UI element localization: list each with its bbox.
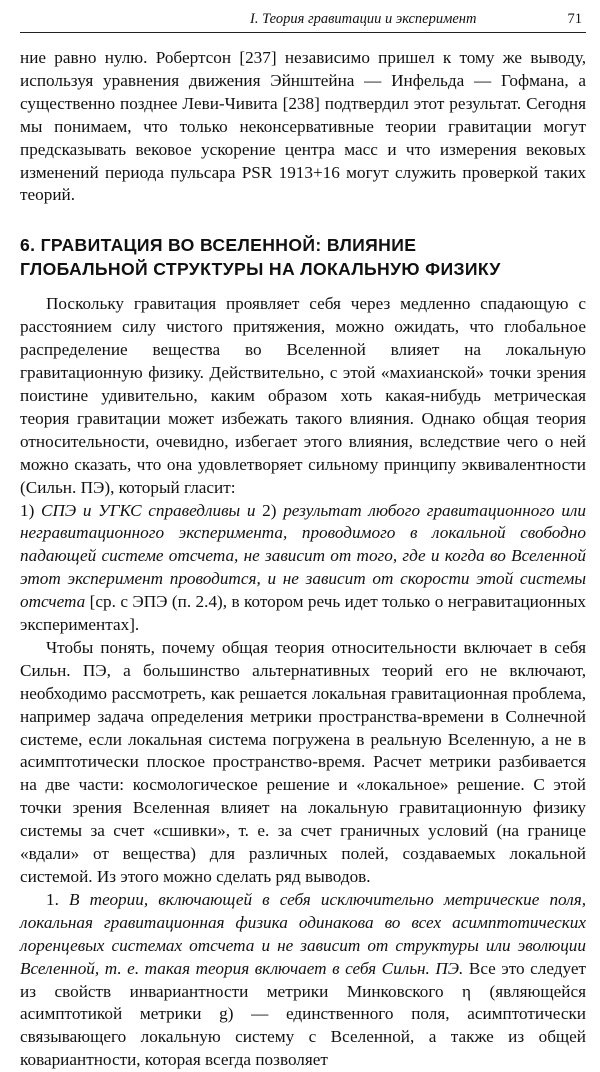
principle-part-1-number: 1) [20,500,35,520]
conclusion-1-italic: В теории, включающей в себя исключительно метрические поля, локальная гравитационная физика одинакова во всех асимптотических лоренцевых системах отсчета и не зависит от структуры или эволюции Вселенной, т. е. такая теория включает в себя Сильн. ПЭ. [20,889,586,978]
principle-part-2-number: 2) [262,500,277,520]
intro-paragraph: ние равно нулю. Робертсон [237] независимо пришел к тому же выводу, используя уравнения движения Эйнштейна — Инфельда — Гофмана, а существенно позднее Леви-Чивита [238] подтвердил этот результат. Сегодня мы понимаем, что только неконсервативные теории гравитации могут предсказывать вековое ускорение центра масс и что измерения вековых изменений периода пульсара PSR 1913+16 могут служить проверкой таких теорий. [20,48,586,205]
section-heading-line-1: 6. ГРАВИТАЦИЯ ВО ВСЕЛЕННОЙ: ВЛИЯНИЕ [20,235,417,256]
principle-tail-text: [ср. с ЭПЭ (п. 2.4), в котором речь идет только о негравитационных экспериментах]. [20,592,586,635]
page-number: 71 [567,11,582,27]
document-page [20,8,587,1070]
section-paragraph-1: Поскольку гравитация проявляет себя через медленно спадающую с расстоянием силу чистого притяжения, можно ожидать, что глобальное распределение вещества во Вселенной влияет на локальную гравитационную физику. Действительно, с этой «махианской» точки зрения поистине удивительно, каким образом хоть какая-нибудь метрическая теория гравитации может избежать такого влияния. Однако общая теория относительности, очевидно, избегает этого влияния, вследствие чего о ней можно сказать, что она удовлетворяет сильному принципу эквивалентности (Сильн. ПЭ), который гласит: [20,294,586,497]
principle-part-2-text: результат любого гравитационного или негравитационного эксперимента, проводимого в локальной свободно падающей системе отсчета, не зависит от того, где и когда во Вселенной этот эксперимент проводится, и не зависит от скорости этой системы отсчета [20,500,586,612]
running-title: I. Теория гравитации и эксперимент [250,11,477,27]
conclusion-1-number: 1. [46,889,59,909]
running-header [20,8,586,33]
conclusion-1-tail: Все это следует из свойств инвариантности метрики Минковского η (являющейся асимптотикой метрики g) — единственного поля, асимптотически связывающего локальную систему с Вселенной, а также из общей ковариантности, которая всегда позволяет [20,958,587,1070]
section-paragraph-2: Чтобы понять, почему общая теория относительности включает в себя Сильн. ПЭ, а большинство альтернативных теорий его не включают, необходимо рассмотреть, как решается локальная гравитационная проблема, например задача определения метрики пространства-времени в Солнечной системе, если локальная система погружена в реальную Вселенную, а не в асимптотически плоское пространство-время. Расчет метрики разбивается на две части: космологическое решение и «локальное» решение. С этой точки зрения Вселенная влияет на локальную гравитационную физику системы за счет «сшивки», т. е. за счет граничных условий (на границе «вдали» от вещества) для различных полей, создаваемых локальной системой. Из этого можно сделать ряд выводов. [20,637,586,886]
section-heading [20,233,586,281]
strong-equivalence-principle [20,500,586,637]
section-heading-line-2: ГЛОБАЛЬНОЙ СТРУКТУРЫ НА ЛОКАЛЬНУЮ ФИЗИКУ [20,259,501,280]
principle-part-1-text: СПЭ и УГКС справедливы и [34,500,263,520]
conclusion-1 [20,889,586,1072]
